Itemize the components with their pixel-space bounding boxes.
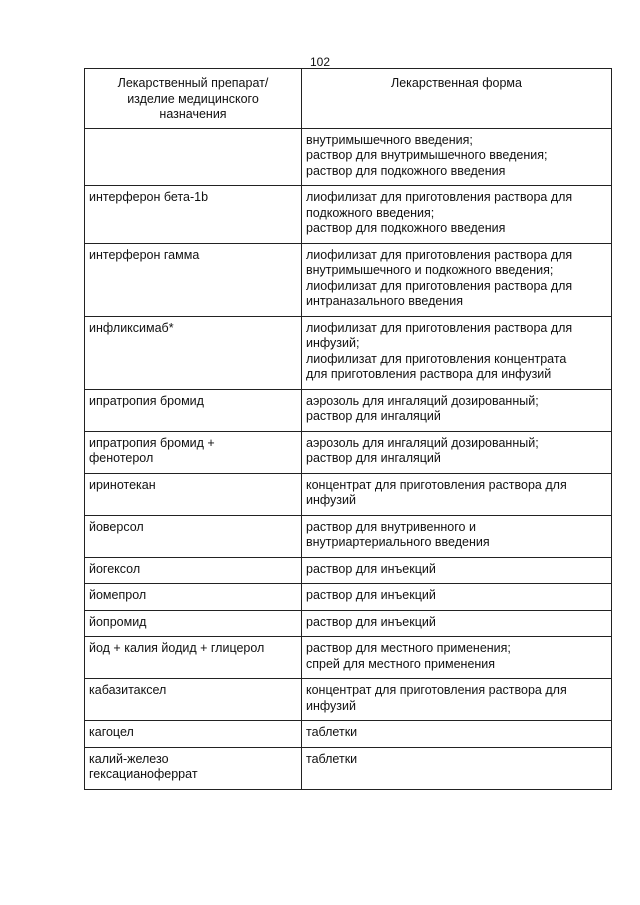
drug-table: [84, 68, 612, 790]
drug-name-cell: иринотекан: [85, 473, 302, 515]
table-row: [85, 128, 612, 186]
drug-name-cell: ипратропия бромид: [85, 389, 302, 431]
drug-name-cell: йод + калия йодид + глицерол: [85, 637, 302, 679]
table-row: [85, 610, 612, 637]
dosage-form-cell: лиофилизат для приготовления раствора для внутримышечного и подкожного введения; лиофилизат для приготовления раствора для интраназального введения: [302, 243, 612, 316]
drug-name-cell: ипратропия бромид + фенотерол: [85, 431, 302, 473]
table-row: [85, 473, 612, 515]
table-row: [85, 584, 612, 611]
dosage-form-cell: раствор для инъекций: [302, 557, 612, 584]
column-header-drug: Лекарственный препарат/ изделие медицинского назначения: [85, 69, 302, 129]
drug-name-cell: калий-железо гексацианоферрат: [85, 747, 302, 789]
drug-name-cell: йогексол: [85, 557, 302, 584]
drug-name-cell: кагоцел: [85, 721, 302, 748]
drug-name-cell: инфликсимаб*: [85, 316, 302, 389]
dosage-form-cell: аэрозоль для ингаляций дозированный; раствор для ингаляций: [302, 431, 612, 473]
table-row: [85, 557, 612, 584]
table-row: [85, 431, 612, 473]
table-row: [85, 679, 612, 721]
dosage-form-cell: аэрозоль для ингаляций дозированный; раствор для ингаляций: [302, 389, 612, 431]
table-header-row: [85, 69, 612, 129]
drug-name-cell: интерферон гамма: [85, 243, 302, 316]
table-row: [85, 243, 612, 316]
dosage-form-cell: раствор для местного применения; спрей для местного применения: [302, 637, 612, 679]
dosage-form-cell: концентрат для приготовления раствора для инфузий: [302, 679, 612, 721]
dosage-form-cell: раствор для инъекций: [302, 584, 612, 611]
drug-name-cell: [85, 128, 302, 186]
drug-name-cell: кабазитаксел: [85, 679, 302, 721]
dosage-form-cell: внутримышечного введения; раствор для внутримышечного введения; раствор для подкожного введения: [302, 128, 612, 186]
table-row: [85, 721, 612, 748]
table-row: [85, 316, 612, 389]
table-row: [85, 186, 612, 244]
column-header-form: Лекарственная форма: [302, 69, 612, 129]
drug-name-cell: интерферон бета-1b: [85, 186, 302, 244]
table-row: [85, 515, 612, 557]
table-row: [85, 637, 612, 679]
page-number: 102: [309, 55, 331, 69]
drug-name-cell: йоверсол: [85, 515, 302, 557]
dosage-form-cell: раствор для внутривенного и внутриартериального введения: [302, 515, 612, 557]
dosage-form-cell: лиофилизат для приготовления раствора для инфузий; лиофилизат для приготовления концентрата для приготовления раствора для инфузий: [302, 316, 612, 389]
dosage-form-cell: концентрат для приготовления раствора для инфузий: [302, 473, 612, 515]
drug-name-cell: йомепрол: [85, 584, 302, 611]
drug-name-cell: йопромид: [85, 610, 302, 637]
dosage-form-cell: таблетки: [302, 721, 612, 748]
dosage-form-cell: раствор для инъекций: [302, 610, 612, 637]
dosage-form-cell: таблетки: [302, 747, 612, 789]
dosage-form-cell: лиофилизат для приготовления раствора для подкожного введения; раствор для подкожного введения: [302, 186, 612, 244]
table-row: [85, 389, 612, 431]
table-row: [85, 747, 612, 789]
